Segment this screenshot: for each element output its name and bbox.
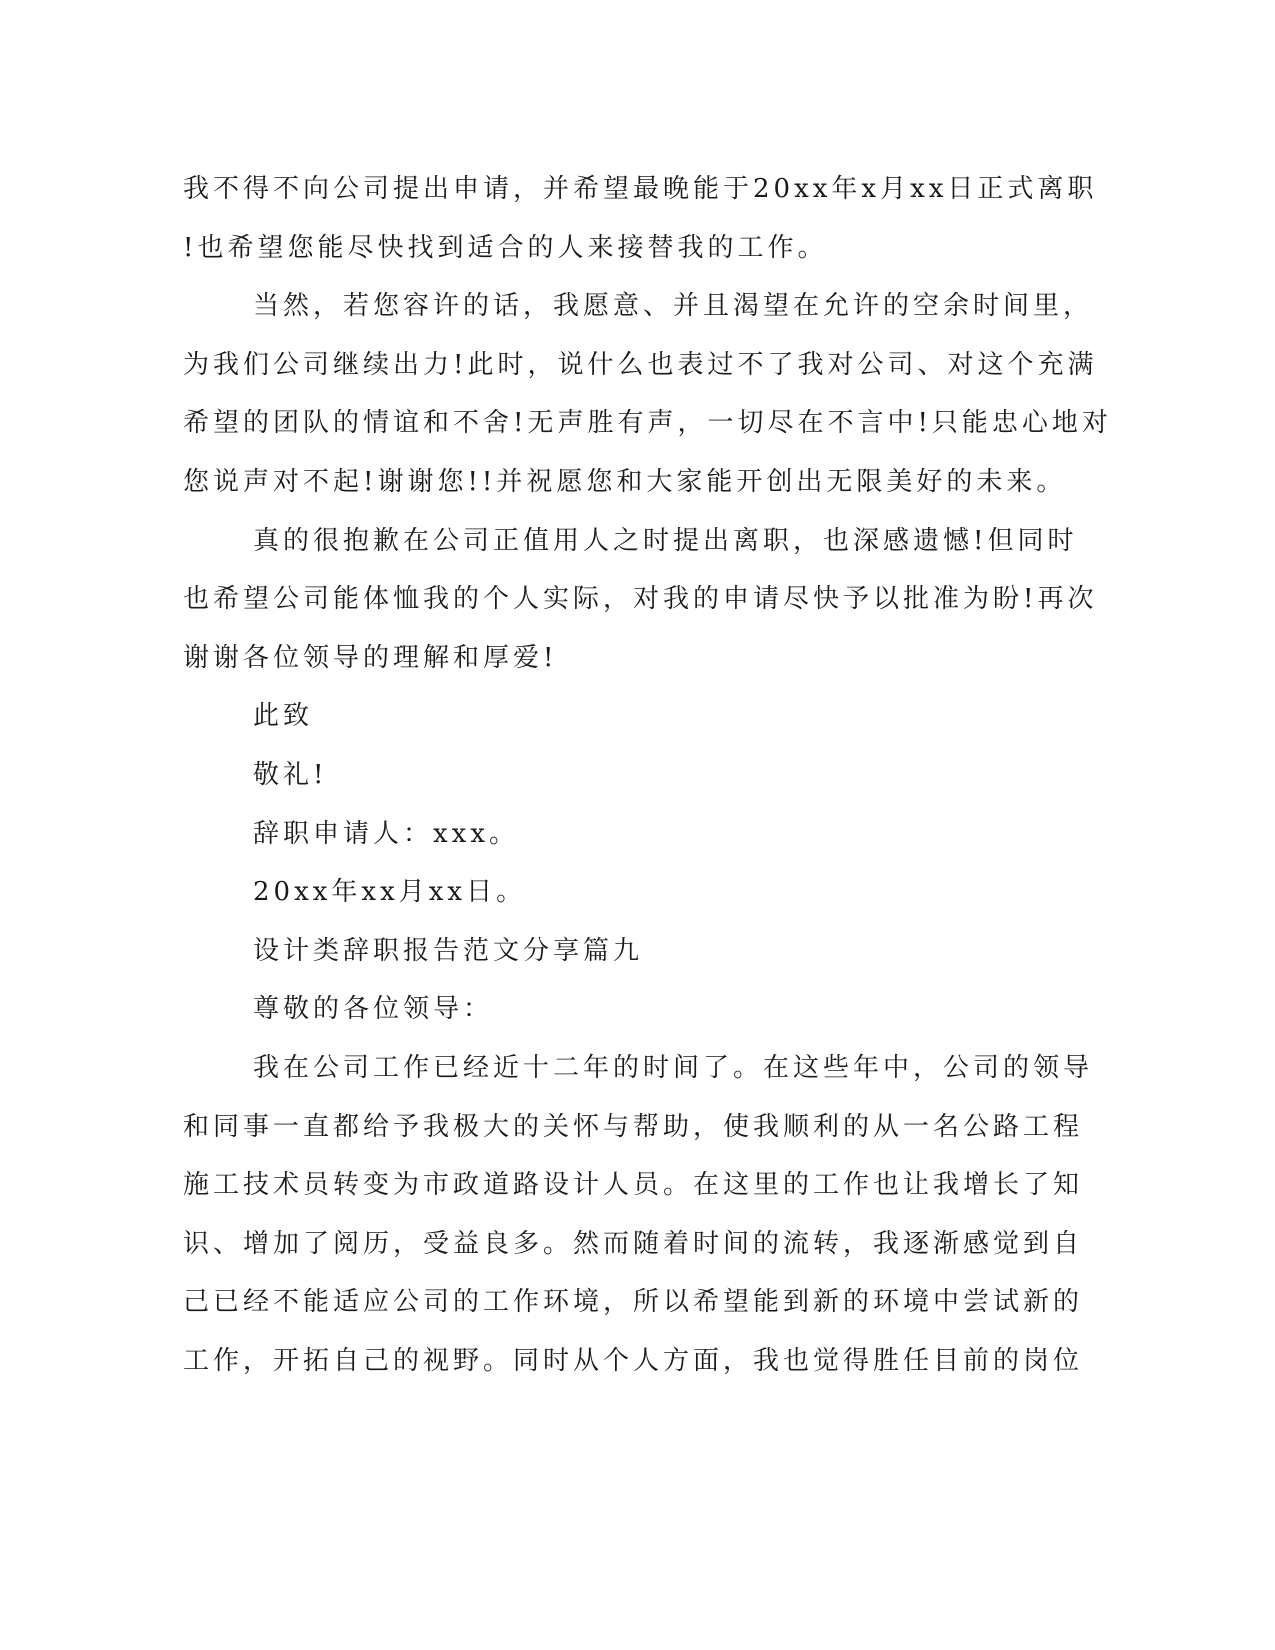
text-line: 工作，开拓自己的视野。同时从个人方面，我也觉得胜任目前的岗位: [183, 1345, 1084, 1376]
text-line: 此致: [253, 701, 314, 732]
text-line: 敬礼!: [253, 759, 328, 790]
text-line: 尊敬的各位领导：: [253, 994, 494, 1025]
text-line: 和同事一直都给予我极大的关怀与帮助，使我顺利的从一名公路工程: [183, 1111, 1084, 1142]
text-line: 我在公司工作已经近十二年的时间了。在这些年中，公司的领导: [253, 1052, 1094, 1083]
text-line: 真的很抱歉在公司正值用人之时提出离职，也深感遗憾!但同时: [253, 525, 1078, 556]
text-line: 20xx年xx月xx日。: [253, 877, 527, 908]
text-line: 谢谢各位领导的理解和厚爱!: [183, 642, 558, 673]
text-line: 当然，若您容许的话，我愿意、并且渴望在允许的空余时间里，: [253, 291, 1094, 322]
text-line: 您说声对不起!谢谢您!!并祝愿您和大家能开创出无限美好的未来。: [183, 466, 1067, 497]
text-line: 希望的团队的情谊和不舍!无声胜有声，一切尽在不言中!只能忠心地对: [183, 408, 1112, 439]
document-body: [183, 160, 1112, 1390]
text-line: 辞职申请人：xxx。: [253, 818, 519, 849]
text-line: !也希望您能尽快找到适合的人来接替我的工作。: [183, 232, 828, 263]
text-line: 设计类辞职报告范文分享篇九: [253, 935, 644, 966]
text-line: 己已经不能适应公司的工作环境，所以希望能到新的环境中尝试新的: [183, 1287, 1084, 1318]
text-line: 我不得不向公司提出申请，并希望最晚能于20xx年x月xx日正式离职: [183, 174, 1098, 204]
text-line: 识、增加了阅历，受益良多。然而随着时间的流转，我逐渐感觉到自: [183, 1228, 1084, 1259]
text-line: 为我们公司继续出力!此时，说什么也表过不了我对公司、对这个充满: [183, 349, 1098, 380]
text-line: 也希望公司能体恤我的个人实际，对我的申请尽快予以批准为盼!再次: [183, 584, 1098, 615]
text-line: 施工技术员转变为市政道路设计人员。在这里的工作也让我增长了知: [183, 1170, 1084, 1201]
